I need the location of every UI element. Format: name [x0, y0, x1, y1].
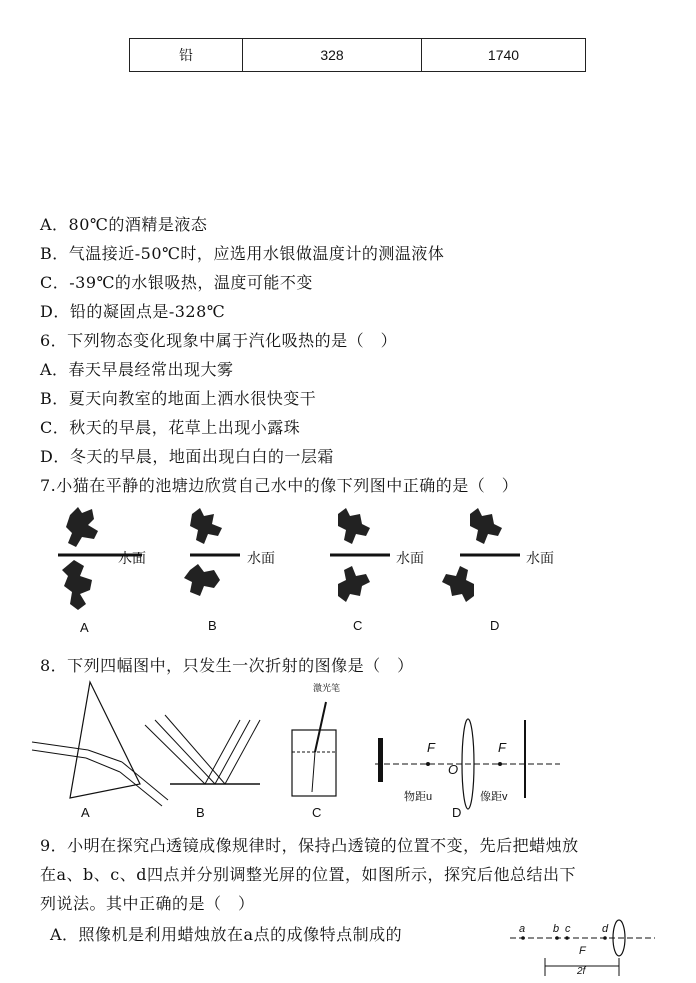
q5-option-a: A．80℃的酒精是液态	[40, 215, 208, 234]
point-d: d	[602, 923, 609, 935]
point-b: b	[553, 923, 560, 935]
lens-f-left: F	[427, 740, 435, 755]
water-label-c: 水面	[396, 551, 424, 567]
table-cell: 328	[243, 39, 422, 72]
melting-point-table	[129, 38, 586, 72]
q7-label-b: B	[208, 618, 217, 633]
water-label-d: 水面	[526, 551, 554, 567]
focus-f-label: F	[579, 945, 586, 957]
q8-label-a: A	[81, 805, 90, 820]
cat-reflection-figure	[30, 500, 670, 645]
q8-stem: 8．下列四幅图中，只发生一次折射的图像是（ ）	[40, 656, 414, 675]
table-row	[130, 39, 586, 72]
twof-label: 2f	[577, 966, 586, 977]
q6-option-a: A．春天早晨经常出现大雾	[40, 360, 234, 379]
q9-option-a: A．照像机是利用蜡烛放在a点的成像特点制成的	[50, 925, 403, 944]
point-c: c	[565, 923, 571, 935]
image-distance-label: 像距v	[480, 791, 508, 803]
point-a: a	[519, 923, 526, 935]
q7-stem: 7.小猫在平静的池塘边欣赏自己水中的像下列图中正确的是（ ）	[40, 476, 519, 495]
q6-option-b: B．夏天向教室的地面上洒水很快变干	[40, 389, 317, 408]
lens-f-right: F	[498, 740, 506, 755]
q5-option-b: B．气温接近-50℃时，应选用水银做温度计的测温液体	[40, 244, 445, 263]
q9-stem-line-3: 列说法。其中正确的是（ ）	[40, 894, 255, 913]
lens-diagram	[375, 719, 560, 809]
laser-label: 激光笔	[313, 683, 341, 693]
q5-option-c: C．-39℃的水银吸热，温度可能不变	[40, 273, 313, 292]
q8-label-d: D	[452, 805, 462, 820]
q7-label-a: A	[80, 620, 89, 635]
beaker-diagram	[292, 702, 336, 796]
reflection-diagram	[145, 715, 260, 784]
q6-option-c: C．秋天的早晨，花草上出现小露珠	[40, 418, 301, 437]
object-distance-label: 物距u	[404, 791, 433, 803]
prism-diagram	[32, 682, 168, 806]
cat-option-c	[330, 508, 390, 602]
q7-label-c: C	[353, 618, 363, 633]
q6-stem: 6．下列物态变化现象中属于汽化吸热的是（ ）	[40, 331, 398, 350]
water-label-a: 水面	[118, 551, 146, 567]
q8-label-c: C	[312, 805, 322, 820]
q9-stem-line-1: 9．小明在探究凸透镜成像规律时，保持凸透镜的位置不变，先后把蜡烛放	[40, 836, 579, 855]
q9-stem-line-2: 在a、b、c、d四点并分别调整光屏的位置，如图所示，探究后他总结出下	[40, 865, 576, 884]
table-cell: 1740	[422, 39, 586, 72]
cat-option-b	[184, 508, 240, 596]
refraction-figure	[30, 680, 670, 820]
water-label-b: 水面	[247, 551, 275, 567]
q6-option-d: D．冬天的早晨，地面出现白白的一层霜	[40, 447, 334, 466]
table-cell: 铅	[130, 39, 243, 72]
lens-o-label: O	[448, 762, 459, 777]
q8-label-b: B	[196, 805, 205, 820]
q5-option-d: D．铅的凝固点是-328℃	[40, 302, 226, 321]
cat-option-d	[442, 508, 520, 602]
q7-label-d: D	[490, 618, 500, 633]
